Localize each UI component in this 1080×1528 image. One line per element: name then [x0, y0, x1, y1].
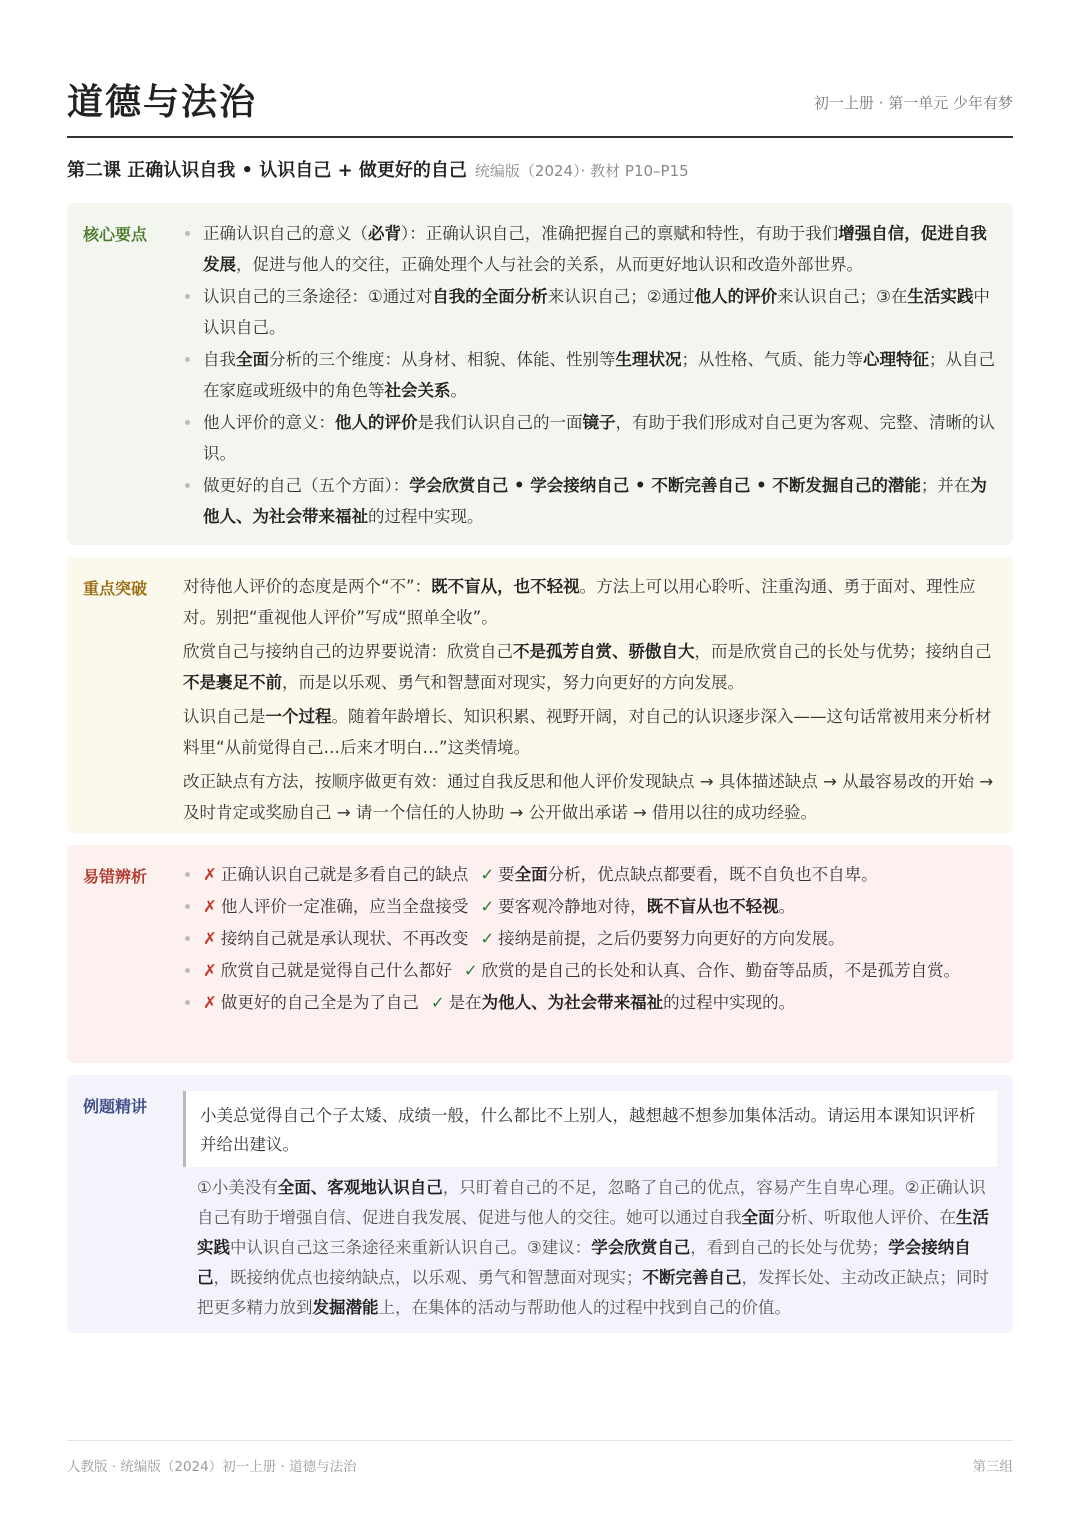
footer-edition: 人教版 · 统编版（2024）初一上册 · 道德与法治 — [67, 1459, 357, 1475]
worked-example-card — [67, 1075, 1013, 1333]
footer-group: 第三组 — [972, 1459, 1013, 1475]
unit-subtitle: 初一上册 · 第一单元 少年有梦 — [813, 94, 1013, 112]
wrong-mark-icon: ✗ — [203, 993, 217, 1012]
wrong-mark-icon: ✗ — [203, 897, 217, 916]
check-mark-icon: ✓ — [480, 865, 495, 884]
core-points-label: 核心要点 — [83, 225, 148, 244]
key-breakthrough-label: 重点突破 — [83, 579, 148, 598]
list-item: 做更好的自己（五个方面）：学会欣赏自己 • 学会接纳自己 • 不断完善自己 • 不断发掘自己的潜能；并在为他人、为社会带来福祉的过程中实现。 — [183, 470, 995, 532]
page-title: 道德与法治 — [67, 82, 258, 123]
list-item — [183, 955, 995, 986]
check-mark-icon: ✓ — [480, 897, 495, 916]
paragraph: 对待他人评价的态度是两个“不”：既不盲从，也不轻视。方法上可以用心聆听、注重沟通、勇于面对、理性应对。别把“重视他人评价”写成“照单全收”。 — [183, 577, 976, 627]
correct-statement: 是在为他人、为社会带来福祉的过程中实现的。 — [448, 993, 796, 1012]
paragraph: 欣赏自己与接纳自己的边界要说清：欣赏自己不是孤芳自赏、骄傲自大，而是欣赏自己的长处与优势；接纳自己不是裹足不前，而是以乐观、勇气和智慧面对现实，努力向更好的方向发展。 — [183, 642, 992, 692]
page-footer — [67, 1440, 1013, 1481]
list-item: 认识自己的三条途径：①通过对自我的全面分析来认识自己；②通过他人的评价来认识自己；③在生活实践中认识自己。 — [183, 281, 995, 343]
list-item: 自我全面分析的三个维度：从身材、相貌、体能、性别等生理状况；从性格、气质、能力等心理特征；从自己在家庭或班级中的角色等社会关系。 — [183, 344, 995, 406]
paragraph: 认识自己是一个过程。随着年龄增长、知识积累、视野开阔，对自己的认识逐步深入——这句话常被用来分析材料里“从前觉得自己…后来才明白…”这类情境。 — [183, 707, 992, 757]
key-breakthrough-card — [67, 557, 1013, 833]
core-points-body — [183, 218, 995, 533]
correct-statement: 要客观冷静地对待，既不盲从也不轻视。 — [498, 897, 796, 916]
wrong-statement: 接纳自己就是承认现状、不再改变 — [220, 929, 469, 948]
key-breakthrough-body — [183, 571, 995, 831]
check-mark-icon: ✓ — [430, 993, 445, 1012]
page-header — [67, 74, 1013, 138]
wrong-statement: 做更好的自己全是为了自己 — [220, 993, 419, 1012]
wrong-statement: 正确认识自己就是多看自己的缺点 — [220, 865, 469, 884]
wrong-statement: 他人评价一定准确，应当全盘接受 — [220, 897, 469, 916]
wrong-mark-icon: ✗ — [203, 929, 217, 948]
core-points-list — [183, 218, 995, 532]
list-item — [183, 891, 995, 922]
lesson-heading — [67, 156, 689, 182]
correct-statement: 欣赏的是自己的长处和认真、合作、勤奋等品质，不是孤芳自赏。 — [481, 961, 961, 980]
lesson-source: 统编版（2024）· 教材 P10–P15 — [474, 162, 689, 180]
correct-statement: 接纳是前提，之后仍要努力向更好的方向发展。 — [498, 929, 845, 948]
list-item: 正确认识自己的意义（必背）：正确认识自己，准确把握自己的禀赋和特性，有助于我们增强自信，促进自我发展，促进与他人的交往，正确处理个人与社会的关系，从而更好地认识和改造外部世界。 — [183, 218, 995, 280]
list-item — [183, 859, 995, 890]
wrong-mark-icon: ✗ — [203, 865, 217, 884]
check-mark-icon: ✓ — [480, 929, 495, 948]
list-item: 他人评价的意义：他人的评价是我们认识自己的一面镜子，有助于我们形成对自己更为客观、完整、清晰的认识。 — [183, 407, 995, 469]
check-mark-icon: ✓ — [463, 961, 478, 980]
mistakes-list — [183, 859, 995, 1018]
core-points-card — [67, 203, 1013, 545]
common-mistakes-body — [183, 859, 995, 1019]
worked-example-label: 例题精讲 — [83, 1097, 148, 1116]
example-question: 小美总觉得自己个子太矮、成绩一般，什么都比不上别人，越想越不想参加集体活动。请运用本课知识评析并给出建议。 — [183, 1091, 997, 1167]
common-mistakes-label: 易错辨析 — [83, 867, 148, 886]
wrong-mark-icon: ✗ — [203, 961, 217, 980]
list-item — [183, 923, 995, 954]
lesson-title: 第二课 正确认识自我 • 认识自己 + 做更好的自己 — [67, 160, 467, 181]
example-answer: ①小美没有全面、客观地认识自己，只盯着自己的不足，忽略了自己的优点，容易产生自卑心理。②正确认识自己有助于增强自信、促进自我发展、促进与他人的交往。她可以通过自我全面分析、听取他人评价、在生活实践中认识自己这三条途径来重新认识自己。③建议：学会欣赏自己，看到自己的长处与优势；学会接纳自己，既接纳优点也接纳缺点，以乐观、勇气和智慧面对现实；不断完善自己，发挥长处、主动改正缺点；同时把更多精力放到发掘潜能上，在集体的活动与帮助他人的过程中找到自己的价值。 — [197, 1178, 989, 1317]
paragraph: 改正缺点有方法，按顺序做更有效：通过自我反思和他人评价发现缺点 → 具体描述缺点 → 从最容易改的开始 → 及时肯定或奖励自己 → 请一个信任的人协助 → 公开做出承诺 → 借用以往的成功经验。 — [183, 772, 994, 822]
list-item — [183, 987, 995, 1018]
wrong-statement: 欣赏自己就是觉得自己什么都好 — [220, 961, 452, 980]
correct-statement: 要全面分析，优点缺点都要看，既不自负也不自卑。 — [498, 865, 878, 884]
common-mistakes-card — [67, 845, 1013, 1063]
